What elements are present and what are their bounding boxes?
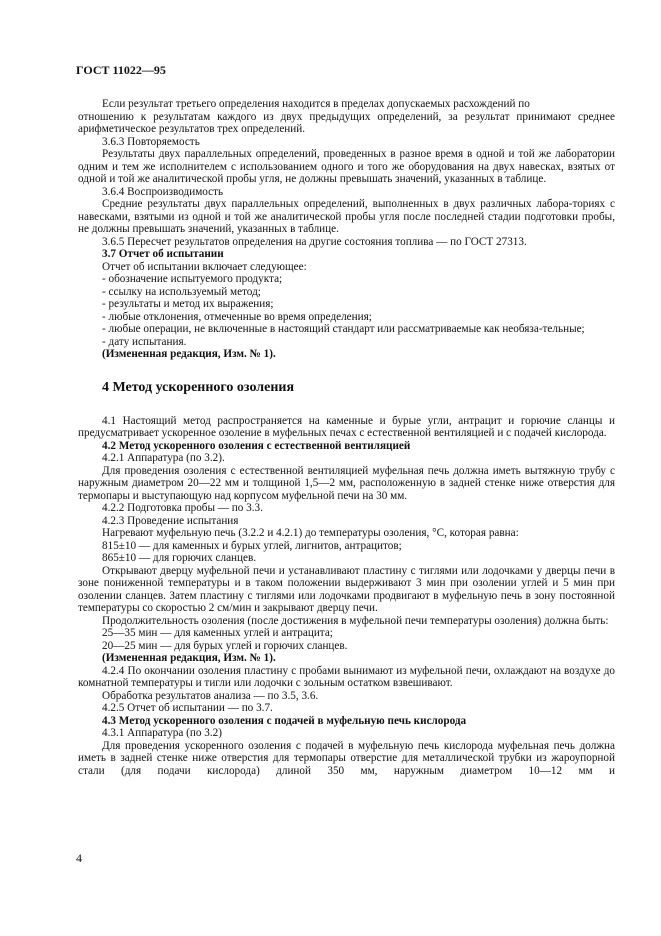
paragraph: 4.2.4 По окончании озоления пластину с пробами вынимают из муфельной печи, охлаждают на воздухе до комнатной температуры и тигли или лодочки с зольным остатком взвешивают.: [78, 664, 615, 689]
subsection-heading: 4.2.2 Подготовка пробы — по 3.3.: [102, 502, 263, 514]
section-heading: 4.2 Метод ускоренного озоления с естественной вентиляцией: [102, 439, 411, 452]
document-body: [78, 98, 615, 777]
subsection-heading: 4.3.1 Аппаратура (по 3.2): [102, 727, 222, 739]
list-item: 20—25 мин — для бурых углей и горючих сланцев.: [102, 639, 348, 652]
list-item: - ссылку на используемый метод;: [102, 285, 261, 298]
section-heading: 4.3 Метод ускоренного озоления с подачей в муфельную печь кислорода: [102, 714, 467, 727]
paragraph: Продолжительность озоления (после достижения в муфельной печи температуры озоления) должна быть:: [102, 614, 609, 627]
subsection-heading: 3.6.4 Воспроизводимость: [102, 185, 224, 198]
list-item: - результаты и метод их выражения;: [102, 298, 274, 310]
subsection-heading: 3.6.3 Повторяемость: [102, 135, 200, 148]
amendment-note: (Измененная редакция, Изм. № 1).: [102, 652, 276, 664]
page-number: 4: [76, 851, 82, 865]
paragraph: Открывают дверцу муфельной печи и устанавливают пластину с тиглями или лодочками у дверцы печи в зоне пониженной температуры и в таком положении выдерживают 3 мин при озолении углей и 5 мин при озолении сланцев. Затем пластину с тиглями или лодочками продвигают в муфельную печь в зону постоянной температуры со скоростью 2 см/мин и закрывают дверцу печи.: [78, 564, 615, 614]
section-heading: 3.7 Отчет об испытании: [102, 248, 224, 260]
chapter-heading: 4 Метод ускоренного озоления: [102, 379, 295, 395]
list-item: - обозначение испытуемого продукта;: [102, 273, 283, 285]
list-item: 25—35 мин — для каменных углей и антрацита;: [102, 627, 333, 639]
paragraph: Нагревают муфельную печь (3.2.2 и 4.2.1) до температуры озоления, °С, которая равна:: [102, 527, 519, 539]
subsection-heading: 4.2.3 Проведение испытания: [102, 514, 239, 527]
list-item: 865±10 — для горючих сланцев.: [102, 552, 257, 564]
subsection-heading: 4.2.5 Отчет об испытании — по 3.7.: [102, 702, 273, 714]
list-item: - любые операции, не включенные в настоящий стандарт или рассматриваемые как необяза-тельные;: [102, 323, 585, 335]
list-item: 815±10 — для каменных и бурых углей, лигнитов, антрацитов;: [102, 539, 402, 552]
page-header: ГОСТ 11022—95: [76, 63, 166, 77]
subsection-heading: 3.6.5 Пересчет результатов определения на другие состояния топлива — по ГОСТ 27313.: [102, 235, 527, 248]
subsection-heading: 4.2.1 Аппаратура (по 3.2).: [102, 452, 225, 464]
paragraph: Отчет об испытании включает следующее:: [102, 260, 307, 273]
list-item: - дату испытания.: [102, 335, 187, 348]
paragraph: Обработка результатов анализа — по 3.5, 3.6.: [102, 689, 319, 702]
paragraph: отношению к результатам каждого из двух предыдущих определений, за результат принимают среднее арифметическое результатов трех определений.: [78, 110, 615, 135]
paragraph: Результаты двух параллельных определений, проведенных в разное время в одной и той же лаборатории одним и тем же исполнителем с использованием одного и того же оборудования на двух навесках, взятых от одной и той же аналитической пробы угля, не должны превышать значений, указанных в таблице.: [78, 148, 615, 185]
paragraph: 4.1 Настоящий метод распространяется на каменные и бурые угли, антрацит и горючие сланцы и предусматривает ускоренное озоление в муфельных печах с естественной вентиляцией и с подачей кислорода.: [78, 414, 615, 439]
paragraph: Средние результаты двух параллельных определений, выполненных в двух различных лабора-ториях с навесками, взятыми из одной и той же аналитической пробы угля после последней стадии подготовки пробы, не должны превышать значений, указанных в таблице.: [78, 198, 615, 235]
list-item: - любые отклонения, отмеченные во время определения;: [102, 310, 372, 323]
paragraph: Для проведения озоления с естественной вентиляцией муфельная печь должна иметь вытяжную трубу с наружным диаметром 20—22 мм и толщиной 1,5—2 мм, расположенную в задней стенке ниже отверстия для термопары и выступающую над корпусом муфельной печи на 30 мм.: [78, 464, 615, 502]
paragraph: Если результат третьего определения находится в пределах допускаемых расхождений по: [102, 98, 530, 110]
amendment-note: (Измененная редакция, Изм. № 1).: [102, 348, 276, 360]
paragraph: Для проведения ускоренного озоления с подачей в муфельную печь кислорода муфельная печь должна иметь в задней стенке ниже отверстия для термопары отверстие для металлической трубки из жароупорной стали (для подачи кислорода) длиной 350 мм, наружным диаметром 10—12 мм и: [78, 739, 615, 777]
